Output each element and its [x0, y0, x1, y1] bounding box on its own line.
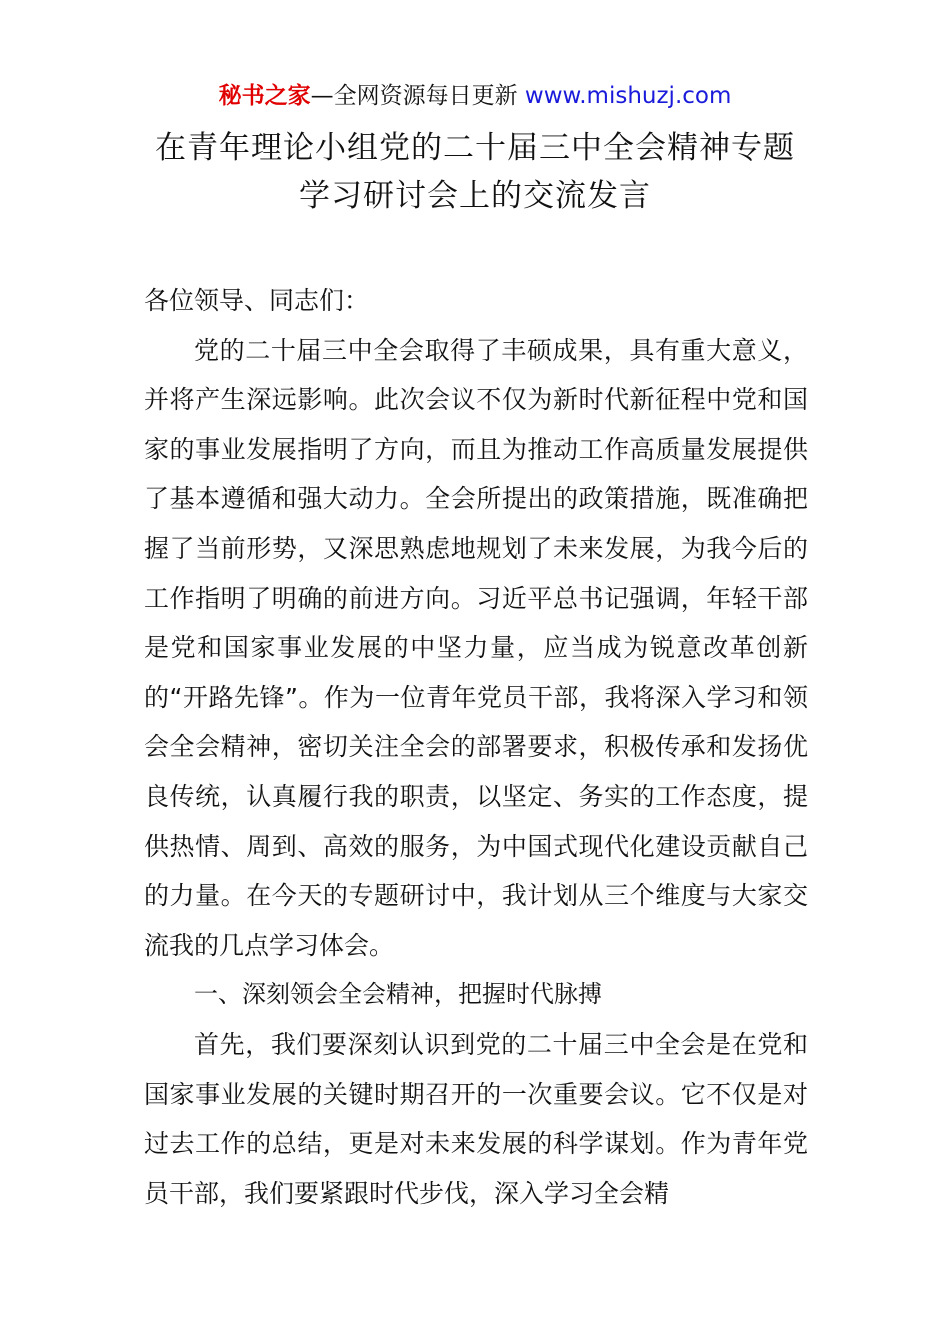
site-url: www.mishuzj.com — [524, 83, 732, 109]
title-line-2: 学习研讨会上的交流发言 — [299, 178, 651, 214]
title-line-1: 在青年理论小组党的二十届三中全会精神专题 — [155, 130, 795, 166]
brand-name: 秘书之家 — [218, 83, 311, 109]
document-body — [144, 276, 808, 1218]
header-banner — [0, 80, 950, 112]
document-title — [0, 124, 950, 220]
section-heading-1: 一、深刻领会全会精神，把握时代脉搏 — [194, 980, 602, 1009]
banner-tagline: —全网资源每日更新 — [310, 83, 525, 109]
paragraph-section-1: 首先，我们要深刻认识到党的二十届三中全会是在党和国家事业发展的关键时期召开的一次重要会议。它不仅是对过去工作的总结，更是对未来发展的科学谋划。作为青年党员干部，我们要紧跟时代步伐，深入学习全会精 — [144, 1029, 808, 1208]
paragraph-intro: 党的二十届三中全会取得了丰硕成果，具有重大意义，并将产生深远影响。此次会议不仅为新时代新征程中党和国家的事业发展指明了方向，而且为推动工作高质量发展提供了基本遵循和强大动力。全会所提出的政策措施，既准确把握了当前形势，又深思熟虑地规划了未来发展，为我今后的工作指明了明确的前进方向。习近平总书记强调，年轻干部是党和国家事业发展的中坚力量，应当成为锐意改革创新的“开路先锋”。作为一位青年党员干部，我将深入学习和领会全会精神，密切关注全会的部署要求，积极传承和发扬优良传统，认真履行我的职责，以坚定、务实的工作态度，提供热情、周到、高效的服务，为中国式现代化建设贡献自己的力量。在今天的专题研讨中，我计划从三个维度与大家交流我的几点学习体会。 — [144, 335, 808, 960]
salutation: 各位领导、同志们： — [144, 286, 370, 315]
